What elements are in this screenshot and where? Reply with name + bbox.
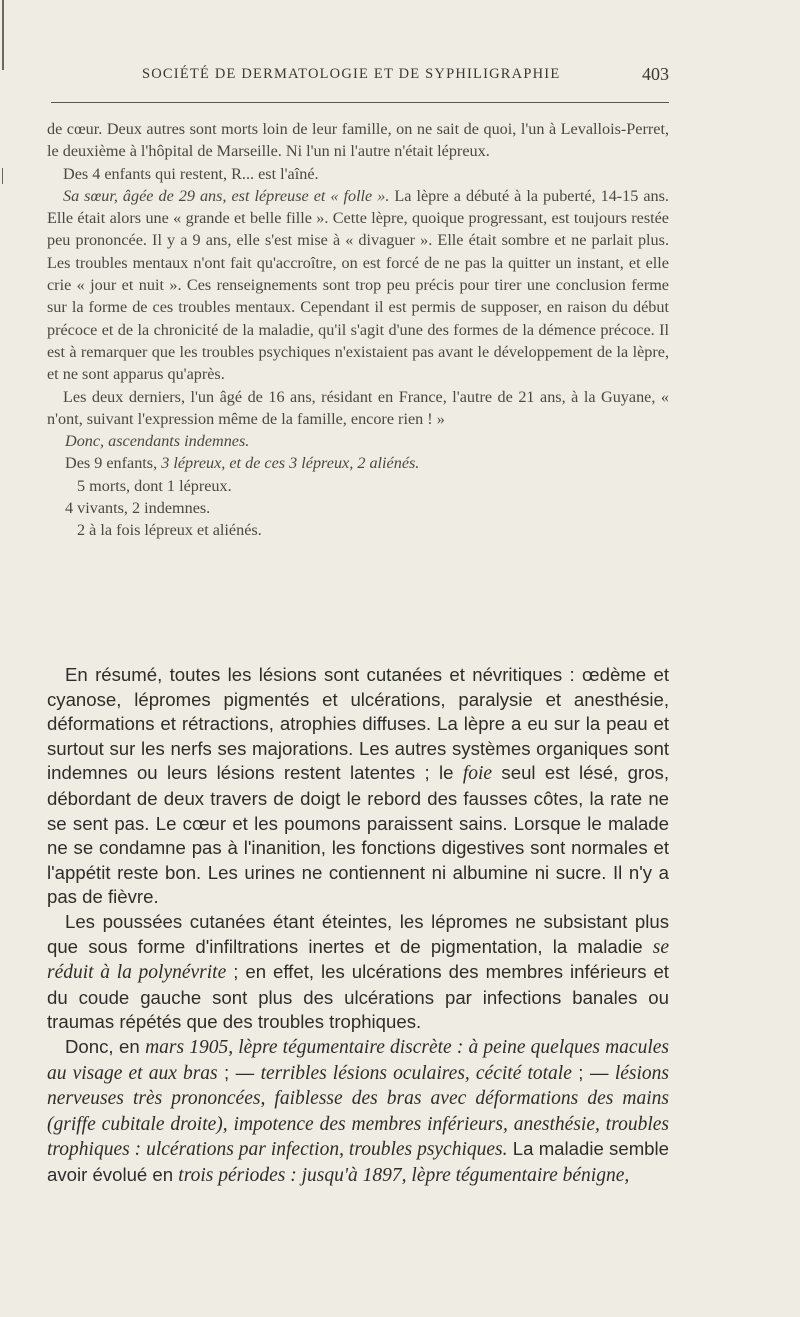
paragraph-family-deaths: de cœur. Deux autres sont morts loin de leur famille, on ne sait de quoi, l'un à Levallois-Perret, le deuxième à l'hôpital de Marseille. Ni l'un ni l'autre n'était lépreux. (47, 120, 669, 161)
paragraph-four-living: 4 vivants, 2 indemnes. (65, 499, 211, 518)
summary-part-a: En résumé, toutes les lésions sont cutanées et névritiques : œdème et cyanose, lépromes pigmentés et ulcérations, paralysie et anesthésie, déformations et rétractions, atrophies diffuses. La lèpre a eu sur la peau et surtout sur les nerfs ses majorations. Les autres systèmes organiques sont indemnes ou leurs lésions restent latentes ; le (47, 664, 669, 784)
running-head: SOCIÉTÉ DE DERMATOLOGIE ET DE SYPHILIGRAPHIE (142, 66, 561, 82)
conclusion-part-d: La maladie semble avoir évolué en (47, 1138, 669, 1185)
margin-tick-top (2, 0, 4, 70)
large-print-section (47, 663, 669, 1188)
conclusion-italic-1: mars 1905, lèpre tégumentaire discrète : à peine quelques macules au visage et aux bras (47, 1036, 670, 1084)
conclusion-italic-4: trois périodes : jusqu'à 1897, lèpre tégumentaire bénigne, (178, 1164, 630, 1186)
summary-italic-foie: foie (462, 763, 493, 785)
sister-italic: Sa sœur, âgée de 29 ans, est lépreuse et « folle ». (63, 186, 390, 205)
small-print-section (47, 118, 669, 542)
nine-children-italic: 3 lépreux, et de ces 3 lépreux, 2 aliénés. (161, 454, 420, 473)
page-number: 403 (642, 64, 669, 84)
margin-tick-left (2, 168, 3, 184)
paragraph-five-dead: 5 morts, dont 1 lépreux. (77, 476, 232, 495)
conclusion-part-c: ; — (571, 1061, 615, 1083)
conclusion-italic-2: terribles lésions oculaires, cécité totale (260, 1062, 572, 1084)
conclusion-part-a: Donc, en (65, 1035, 146, 1057)
cutaneous-part-a: Les poussées cutanées étant éteintes, les lépromes ne subsistant plus que sous forme d'infiltrations inertes et de pigmentation, la maladie (47, 910, 669, 957)
paragraph-ascendants (47, 430, 669, 452)
ascendants-italic: Donc, ascendants indemnes. (65, 432, 250, 451)
cutaneous-part-b: ; en effet, les ulcérations des membres inférieurs et du coude gauche sont plus des ulcérations par infections banales ou traumas répétés que des troubles trophiques. (47, 961, 669, 1033)
header-rule (51, 102, 669, 103)
page-header (47, 66, 669, 90)
paragraph-cutaneous (47, 910, 669, 1035)
conclusion-part-b: ; — (217, 1061, 261, 1083)
sister-details: La lèpre a débuté à la puberté, 14-15 ans. Elle était alors une « grande et belle fille ». Cette lèpre, quoique progressant, est toujours restée peu prononcée. Il y a 9 ans, elle s'est mise à « divaguer ». Elle était sombre et ne parlait plus. Les troubles mentaux n'ont fait qu'accroître, on est forcé de ne pas la quitter un instant, et elle crie « jour et nuit ». Ces renseignements sont trop peu précis pour tirer une conclusion ferme sur la forme de ces troubles mentaux. Cependant il est permis de supposer, en raison du début précoce et de la chronicité de la maladie, qu'il s'agit d'une des formes de la démence précoce. Il est à remarquer que les troubles psychiques n'existaient pas avant le développement de la lèpre, et ne sont apparus qu'après. (47, 186, 669, 384)
paragraph-nine-children (47, 452, 669, 474)
summary-part-b: seul est lésé, gros, débordant de deux travers de doigt le rebord des fausses côtes, la rate ne se sent pas. Le cœur et les poumons paraissent sains. Lorsque le malade ne se condamne pas à l'inanition, les fonctions digestives sont normales et l'appétit reste bon. Les urines ne contiennent ni albumine ni sucre. Il n'y a pas de fièvre. (47, 762, 669, 908)
cutaneous-italic: se réduit à la polynévrite (47, 936, 669, 984)
paragraph-both: 2 à la fois lépreux et aliénés. (77, 521, 262, 540)
paragraph-conclusion (47, 1035, 669, 1189)
paragraph-last-two: Les deux derniers, l'un âgé de 16 ans, résidant en France, l'autre de 21 ans, à la Guyane, « n'ont, suivant l'expression même de la famille, encore rien ! » (47, 387, 669, 428)
nine-children-start: Des 9 enfants, (65, 454, 162, 473)
paragraph-summary (47, 663, 669, 910)
book-page (47, 0, 669, 1317)
conclusion-italic-3: lésions nerveuses très prononcées, faiblesse des bras avec déformations des mains (griffe cubitale droite), impotence des membres inférieurs, anesthésie, troubles trophiques : ulcérations par infection, troubles psychiques. (47, 1062, 669, 1161)
paragraph-sister (47, 185, 669, 386)
paragraph-four-children: Des 4 enfants qui restent, R... est l'aîné. (63, 164, 319, 183)
